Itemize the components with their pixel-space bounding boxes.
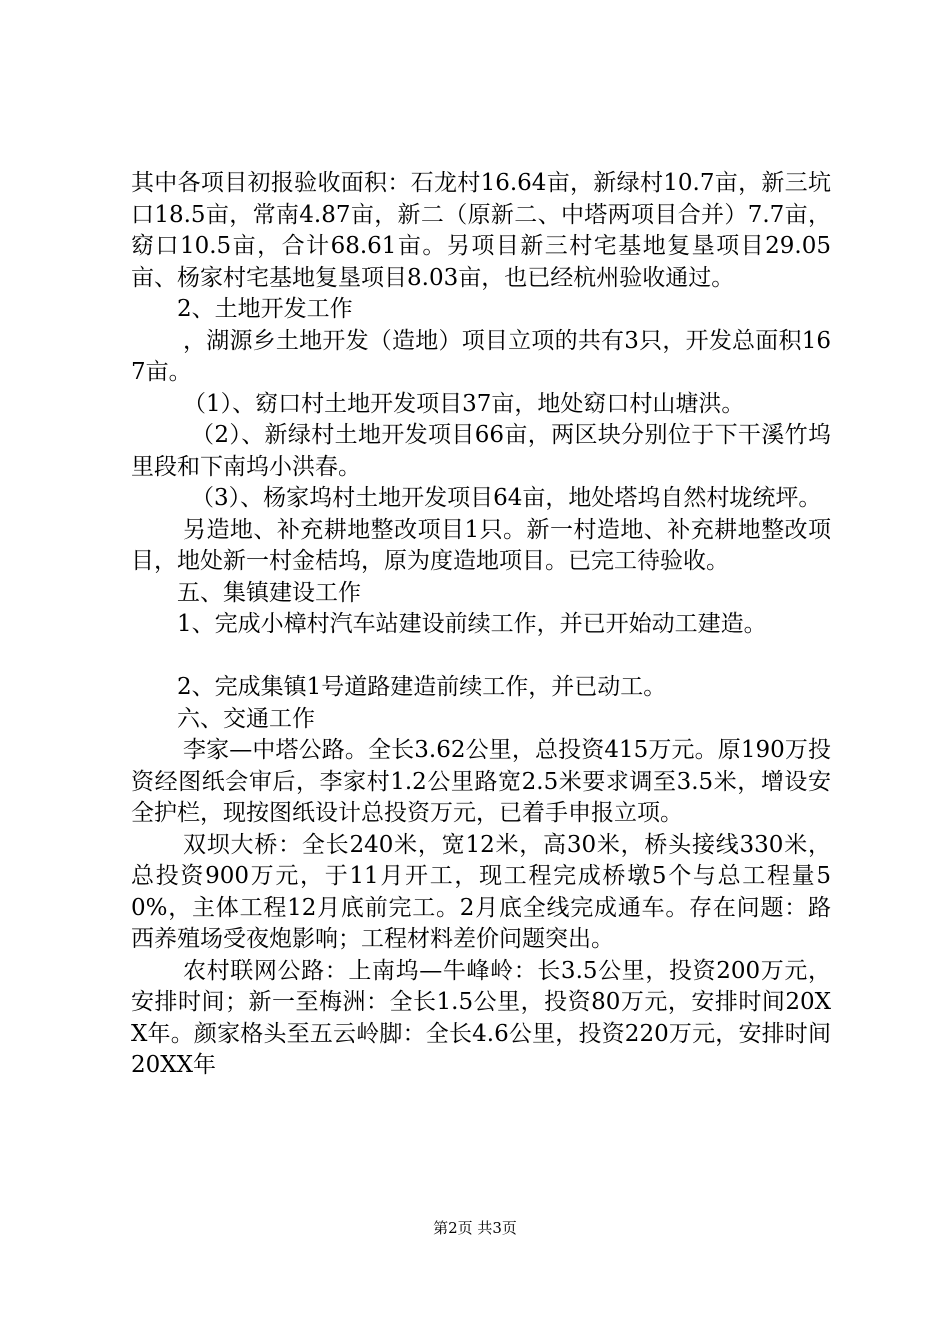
- paragraph-rural-roads: 农村联网公路：上南坞—牛峰岭：长3.5公里，投资200万元，安排时间；新一至梅洲：全长1.5公里，投资80万元，安排时间20XX年。颜家格头至五云岭脚：全长4.6公里，投资220万元，安排时间20XX年: [131, 957, 831, 1078]
- paragraph-bus-station: 1、完成小樟村汽车站建设前续工作，并已开始动工建造。: [177, 611, 767, 637]
- paragraph-lijia-zhongta-road: 李家—中塔公路。全长3.62公里，总投资415万元。原190万投资经图纸会审后，李家村1.2公里路宽2.5米要求调至3.5米，增设安全护栏，现按图纸设计总投资万元，已着手申报立项。: [131, 737, 831, 826]
- paragraph-farmland-rectification: 另造地、补充耕地整改项目1只。新一村造地、补充耕地整改项目，地处新一村金桔坞，原为度造地项目。已完工待验收。: [131, 516, 831, 574]
- heading-transportation: 六、交通工作: [177, 705, 315, 732]
- blank-line: [131, 641, 831, 673]
- heading-town-construction: 五、集镇建设工作: [177, 579, 361, 606]
- paragraph-land-development-summary: ，湖源乡土地开发（造地）项目立项的共有3只，开发总面积167亩。: [131, 327, 831, 385]
- paragraph-road-1: 2、完成集镇1号道路建造前续工作，并已动工。: [177, 674, 667, 700]
- paragraph-shuangba-bridge: 双坝大桥：全长240米，宽12米，高30米，桥头接线330米，总投资900万元，于11月开工，现工程完成桥墩5个与总工程量50%，主体工程12月底前完工。2月底全线完成通车。存在问题：路西养殖场受夜炮影响；工程材料差价问题突出。: [131, 831, 831, 952]
- paragraph-acceptance-area: 其中各项目初报验收面积：石龙村16.64亩，新绿村10.7亩，新三坑口18.5亩，常南4.87亩，新二（原新二、中塔两项目合并）7.7亩，窈口10.5亩，合计68.61亩。另项目新三村宅基地复垦项目29.05亩、杨家村宅基地复垦项目8.03亩，也已经杭州验收通过。: [131, 170, 831, 291]
- paragraph-project-2: （2）、新绿村土地开发项目66亩，两区块分别位于下干溪竹坞里段和下南坞小洪春。: [131, 422, 831, 480]
- heading-land-development: 2、土地开发工作: [177, 296, 353, 322]
- page-number-footer: 第2页 共3页: [433, 1219, 517, 1237]
- paragraph-project-3: （3）、杨家坞村土地开发项目64亩，地处塔坞自然村垅统坪。: [191, 485, 822, 511]
- document-body: [131, 168, 831, 1082]
- paragraph-project-1: （1）、窈口村土地开发项目37亩，地处窈口村山塘洪。: [183, 390, 745, 417]
